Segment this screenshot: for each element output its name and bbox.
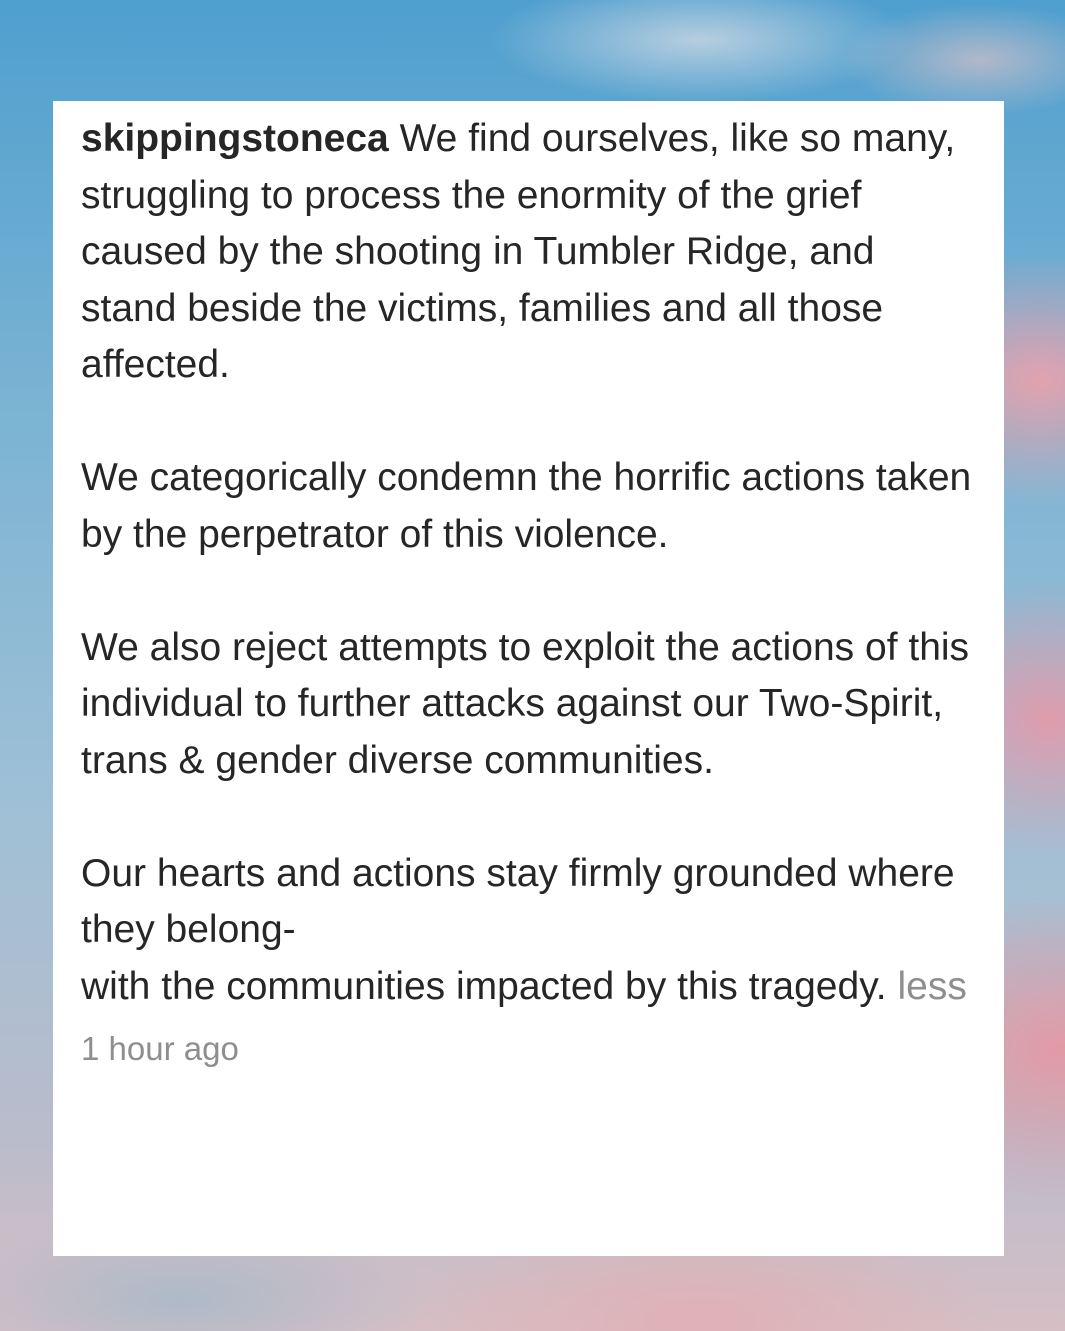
caption-text-1: We find ourselves, like so many, struggling to process the enormity of the grief caused by the shooting in Tumbler Ridge, and stand beside the victims, families and all those affected. xyxy=(81,117,956,386)
caption-text-4a: Our hearts and actions stay firmly grounded where they belong- xyxy=(81,851,955,951)
post-timestamp: 1 hour ago xyxy=(81,1030,239,1067)
post-caption xyxy=(81,111,974,1015)
caption-text-3: We also reject attempts to exploit the actions of this individual to further attacks against our Two-Spirit, trans & gender diverse communities. xyxy=(81,625,970,782)
caption-text-2: We categorically condemn the horrific actions taken by the perpetrator of this violence. xyxy=(81,456,972,556)
caption-paragraph-1 xyxy=(81,111,974,394)
caption-card xyxy=(53,101,1004,1256)
caption-paragraph-4 xyxy=(81,846,974,1016)
username-link[interactable]: skippingstoneca xyxy=(81,117,389,160)
caption-text-4b: with the communities impacted by this tragedy. xyxy=(81,964,887,1008)
less-button[interactable]: less xyxy=(897,964,967,1008)
caption-paragraph-3 xyxy=(81,620,974,790)
caption-paragraph-2 xyxy=(81,450,974,563)
